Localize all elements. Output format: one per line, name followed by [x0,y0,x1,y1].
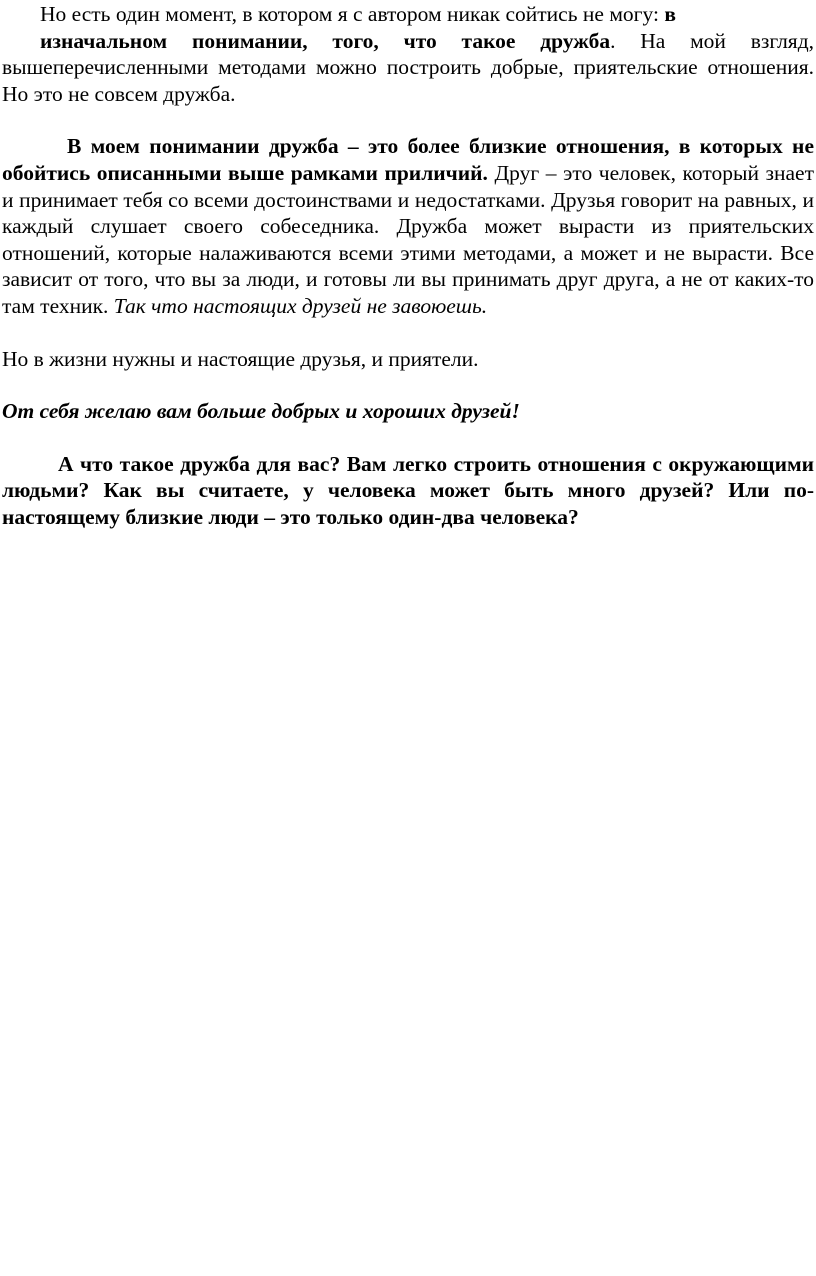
paragraph-friendship-definition [2,133,814,319]
paragraph-moment-tail: . На мой взгляд, вышеперечисленными методами можно построить добрые, приятельские отношения. Но это не совсем дружба. [2,28,815,106]
paragraph-wishes: От себя желаю вам больше добрых и хороших друзей! [2,399,520,424]
paragraph-moment-intro-text: Но есть один момент, в котором я с автором никак сойтись не могу: [40,2,665,26]
blank-line [2,320,814,346]
paragraph-moment-bold-start: в [664,2,676,26]
paragraph-questions: А что такое дружба для вас? Вам легко строить отношения с окружающими людьми? Как вы считаете, у человека может быть много друзей? Или по-настоящему близкие люди – это только один-два человека? [2,451,814,529]
paragraph-moment-continued [2,28,814,108]
paragraph-moment-intro [2,1,814,28]
paragraph-real-friends: Но в жизни нужны и настоящие друзья, и приятели. [2,346,479,371]
paragraph-moment-bold-phrase: изначальном понимании, того, что такое дружба [40,28,611,53]
paragraph-friendship-bold: В моем понимании дружба – это более близкие отношения, в которых не обойтись описанными выше рамками приличий. [2,134,814,185]
paragraph-friendship-body: Друг – это человек, который знает и принимает тебя со всеми достоинствами и недостатками. Друзья говорит на равных, и каждый слушает своего собеседника. Дружба может вырасти из приятельских отношений, которые налаживаются всеми этими методами, а может и не вырасти. Все зависит от того, что вы за люди, и готовы ли вы принимать друг друга, а не от каких-то там техник. [2,160,814,318]
blank-line [2,107,814,133]
blank-line [2,372,814,398]
paragraph-friendship-italic: Так что настоящих друзей не завоюешь. [113,293,488,318]
blank-line [2,425,814,451]
